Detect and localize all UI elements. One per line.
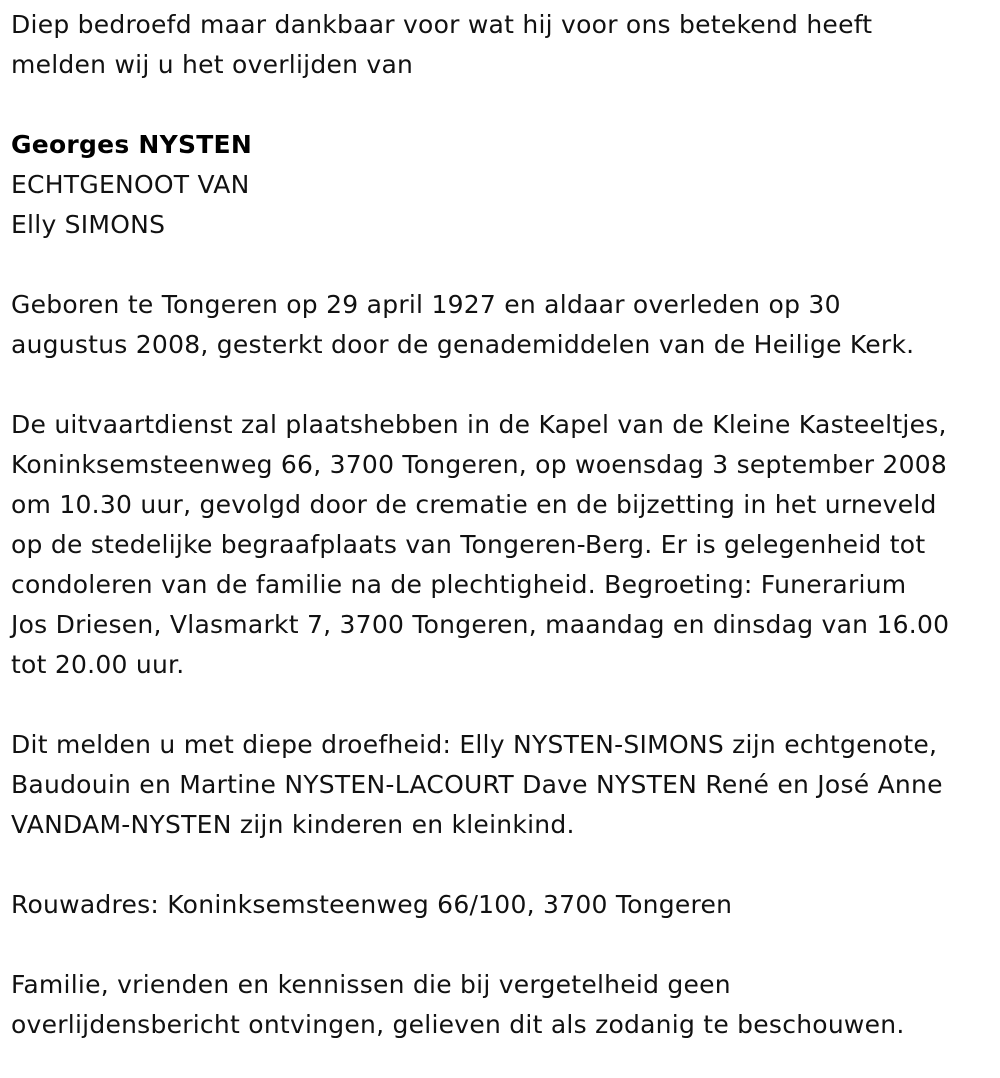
- paragraph-gap: [11, 85, 996, 125]
- service-line: om 10.30 uur, gevolgd door de crematie en de bijzetting in het urneveld: [11, 490, 937, 519]
- spouse-name: Elly SIMONS: [11, 210, 166, 239]
- service-line: De uitvaartdienst zal plaatshebben in de Kapel van de Kleine Kasteeltjes,: [11, 410, 947, 439]
- mourning-address: Rouwadres: Koninksemsteenweg 66/100, 3700 Tongeren: [11, 890, 733, 919]
- deceased-name: Georges NYSTEN: [11, 130, 252, 159]
- birth-death-line: Geboren te Tongeren op 29 april 1927 en aldaar overleden op 30: [11, 290, 841, 319]
- family-line: Baudouin en Martine NYSTEN-LACOURT Dave NYSTEN René en José Anne: [11, 770, 943, 799]
- paragraph-gap: [11, 685, 996, 725]
- family-line: Dit melden u met diepe droefheid: Elly NYSTEN-SIMONS zijn echtgenote,: [11, 730, 938, 759]
- birth-death-line: augustus 2008, gesterkt door de genademiddelen van de Heilige Kerk.: [11, 330, 915, 359]
- service-paragraph: [11, 405, 996, 685]
- service-line: Koninksemsteenweg 66, 3700 Tongeren, op woensdag 3 september 2008: [11, 450, 948, 479]
- intro-line: melden wij u het overlijden van: [11, 50, 414, 79]
- address-paragraph: [11, 885, 996, 925]
- intro-paragraph: [11, 5, 996, 85]
- service-line: Jos Driesen, Vlasmarkt 7, 3700 Tongeren, maandag en dinsdag van 16.00: [11, 610, 950, 639]
- paragraph-gap: [11, 845, 996, 885]
- paragraph-gap: [11, 365, 996, 405]
- intro-line: Diep bedroefd maar dankbaar voor wat hij voor ons betekend heeft: [11, 10, 873, 39]
- service-line: condoleren van de familie na de plechtigheid. Begroeting: Funerarium: [11, 570, 907, 599]
- death-notice: [11, 5, 996, 1045]
- relation-label: ECHTGENOOT VAN: [11, 170, 250, 199]
- family-line: VANDAM-NYSTEN zijn kinderen en kleinkind.: [11, 810, 575, 839]
- birth-death-paragraph: [11, 285, 996, 365]
- service-line: tot 20.00 uur.: [11, 650, 185, 679]
- family-paragraph: [11, 725, 996, 845]
- paragraph-gap: [11, 925, 996, 965]
- service-line: op de stedelijke begraafplaats van Tongeren-Berg. Er is gelegenheid tot: [11, 530, 926, 559]
- closing-line: overlijdensbericht ontvingen, gelieven dit als zodanig te beschouwen.: [11, 1010, 905, 1039]
- closing-line: Familie, vrienden en kennissen die bij vergetelheid geen: [11, 970, 731, 999]
- paragraph-gap: [11, 245, 996, 285]
- closing-paragraph: [11, 965, 996, 1045]
- deceased-block: [11, 125, 996, 245]
